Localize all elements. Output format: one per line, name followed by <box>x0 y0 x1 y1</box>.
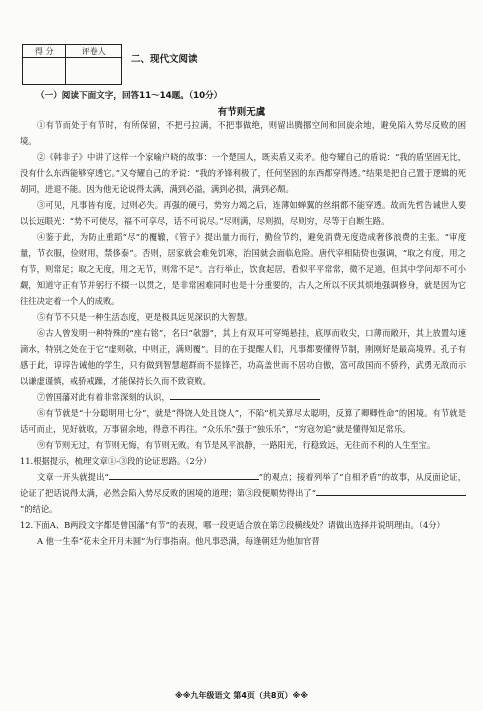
question-intro: （一）阅读下面文字，回答11～14题。（10分） <box>36 91 223 101</box>
paragraph-6: ⑥古人曾发明一种特殊的“座右铭”，名曰“欹器”，其上有双耳可穿绳悬挂，底厚而收尖，口薄而敞开，其上放置勾速滴水，特别之处在于它“虚则欹，中则正，满则覆”。目的在于提醒人们，凡事都要懂得节制，刚刚好是最高境界。孔子有感于此，谆谆告诫他的学生，只有做到智慧超群而不显锋芒，功高盖世而不居功自傲，富可敌国而不骄矜，武勇无敌而示以谦虚谨慎，戒骄戒躁，才能保持长久而不致衰败。 <box>20 328 466 386</box>
grader-header: 评卷人 <box>66 45 122 58</box>
paragraph-2: ②《韩非子》中讲了这样一个家喻户晓的故事：一个楚国人，既卖盾又卖矛。他夸耀自己的盾说：“我的盾坚固无比，没有什么东西能够穿透它。”又夸耀自己的矛说：“我的矛锋利极了，任何坚固的东西都穿得透。”结果是把自己置于逻辑的死胡同，进退不能。因为他无论说得太满，满到必溢，满到必损，满到必颓。 <box>20 152 466 194</box>
q11-text-3: ”的结论。 <box>20 504 58 514</box>
question-12-option-a: A 他一生奉“花未全开月未圆”为行事指南。他凡事恐满，每逢朝廷为他加官晋 <box>37 536 320 546</box>
q11-text-1: 文章一开头就提出“ <box>37 472 109 482</box>
paragraph-7-text: ⑦曾国藩对此有着非常深刻的认识， <box>37 392 170 402</box>
paragraph-3: ③可见，凡事皆有度，过则必失。再强的硬弓，势穷力竭之后，连薄如蝉翼的丝绢都不能穿透。故而先哲告诫世人要以长远眼光：“势不可使尽，福不可享尽，话不可说尽。”尽则满，尽则损，尽则穷，尽等于自断生路。 <box>20 200 466 226</box>
q11-text-2: ”的观点；接着列举了“自相矛盾”的故事，从反面论证，论证了把话说得太满，必然会陷入势尽反败的困境的道理；第③段便顺势得出了“ <box>20 472 466 498</box>
paragraph-1: ①有节而处于有节时，有所保留，不把弓拉满，不把事做绝，则留出腾挪空间和回旋余地，避免陷入势尽反败的困境。 <box>20 120 466 146</box>
page-footer: ※※九年级语文 第4页（共8页）※※ <box>174 691 309 700</box>
q11-answer-blank-2[interactable] <box>316 486 466 496</box>
paragraph-7 <box>20 389 466 405</box>
score-cell[interactable] <box>23 58 66 85</box>
section-heading: 二、现代文阅读 <box>131 54 198 65</box>
paragraph-7-blank <box>170 390 320 400</box>
question-12: 12.下面A、B两段文字都是曾国藩“有节”的表现，哪一段更适合放在第⑦段横线处？请做出选择并说明理由。（4分） <box>20 520 445 530</box>
score-box <box>22 44 122 85</box>
article-body <box>20 117 466 549</box>
q11-answer-blank-1[interactable] <box>109 470 259 480</box>
paragraph-8: ⑧有节就是“十分聪明用七分”，就是“得饶人处且饶人”，不陷“机关算尽太聪明，反算了卿卿性命”的困境。有节就是话可而止，见好就收，万事留余地，得意不再往。“众乐乐”强于“独乐乐”，“穷寇勿追”就是懂得知足常乐。 <box>20 408 466 434</box>
paragraph-5: ⑤有节不只是一种生活态度，更是极具远见深识的大智慧。 <box>37 312 253 322</box>
paragraph-4: ④鉴于此，为防止重蹈“尽”的覆辙，《管子》提出量力而行，勤俭节约，避免消费无度造成奢侈浪费的主张。“审度量，节衣服，俭财用，禁侈泰”。否则，居家就会难免饥寒，治国就会面临危险。唐代宰相陆贽也强调，“取之有度，用之有节，则常足；取之无度，用之无节，则常不足”。言行举止，饮食起居，看似平平常常，微不足道，但其中学问却不可小觑，知道守正有节并躬行不辍一以贯之，是非常困难同时也是十分重要的，古人之所以不厌其烦地强调修身，就是因为它往往决定着一个人的成败。 <box>20 232 466 306</box>
question-11-prompt <box>20 469 466 517</box>
grader-cell[interactable] <box>66 58 122 85</box>
score-header: 得 分 <box>23 45 66 58</box>
paragraph-9: ⑨有节则无过，有节则无悔，有节则无败。有节是风平浪静，一路阳光，行稳致远，无往而不利的人生至宝。 <box>37 440 436 450</box>
article-title: 有节则无虞 <box>217 107 266 118</box>
question-11: 11.根据提示，梳理文章①-③段的论证思路。（2分） <box>20 456 212 466</box>
